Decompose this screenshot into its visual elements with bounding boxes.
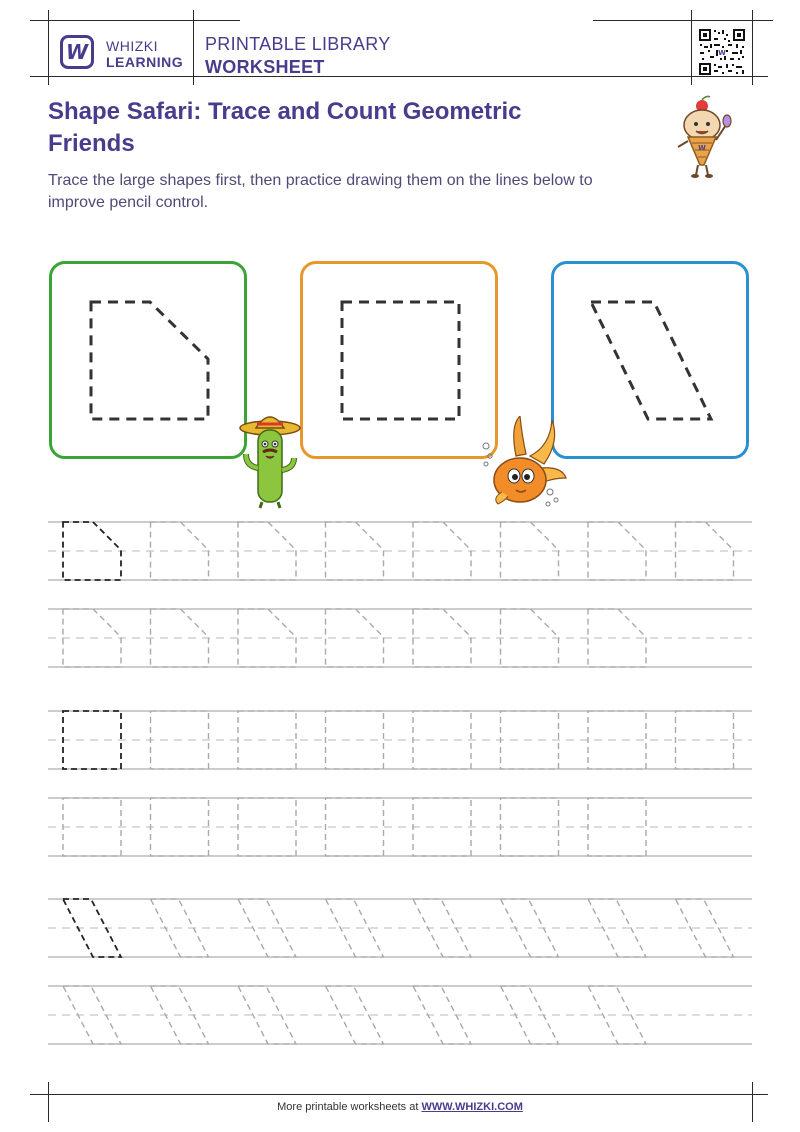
practice-row [48, 899, 752, 957]
worksheet-instructions: Trace the large shapes first, then practice drawing them on the lines below to improve pencil control. [48, 172, 593, 211]
goldfish-mascot-icon [480, 416, 570, 511]
worksheet-title: Shape Safari: Trace and Count Geometric Friends [48, 98, 522, 157]
practice-row [48, 711, 752, 769]
footer-link[interactable]: WWW.WHIZKI.COM [421, 1101, 523, 1113]
brand-name-line2: LEARNING [106, 54, 184, 70]
practice-row [48, 986, 752, 1044]
header-left-rule [48, 10, 49, 85]
footer-note [0, 1101, 800, 1113]
practice-row [48, 609, 752, 667]
parallelogram-shape-icon [554, 264, 746, 456]
header-library-label: PRINTABLE LIBRARY [205, 34, 391, 54]
brand-logo-letter: W [65, 40, 89, 64]
header-bottom-rule [30, 76, 768, 77]
practice-area [0, 500, 800, 1060]
header-far-right-rule [752, 10, 753, 85]
cut-corner-shape-icon [52, 264, 244, 456]
square-shape-icon [303, 264, 495, 456]
ice-cream-mascot-icon [664, 95, 744, 180]
svg-text:W: W [718, 49, 726, 57]
footer-rule [30, 1094, 768, 1095]
qr-code-icon [698, 28, 746, 76]
header-top-rule [30, 20, 240, 21]
header-right-rule [691, 10, 692, 85]
header-mid-rule [193, 10, 194, 85]
footer-prefix: More printable worksheets at [277, 1101, 422, 1113]
header-top-rule-right [593, 20, 773, 21]
svg-text:W: W [698, 144, 706, 152]
shape-card-square [300, 261, 498, 459]
shape-card-parallelogram [551, 261, 749, 459]
cactus-mascot-icon [236, 410, 306, 510]
shape-card-cut-corner [49, 261, 247, 459]
practice-row [48, 522, 752, 580]
header-worksheet-label: WORKSHEET [205, 57, 325, 77]
practice-row [48, 798, 752, 856]
brand-name-line1: WHIZKI [106, 38, 158, 54]
brand-logo [60, 35, 94, 69]
